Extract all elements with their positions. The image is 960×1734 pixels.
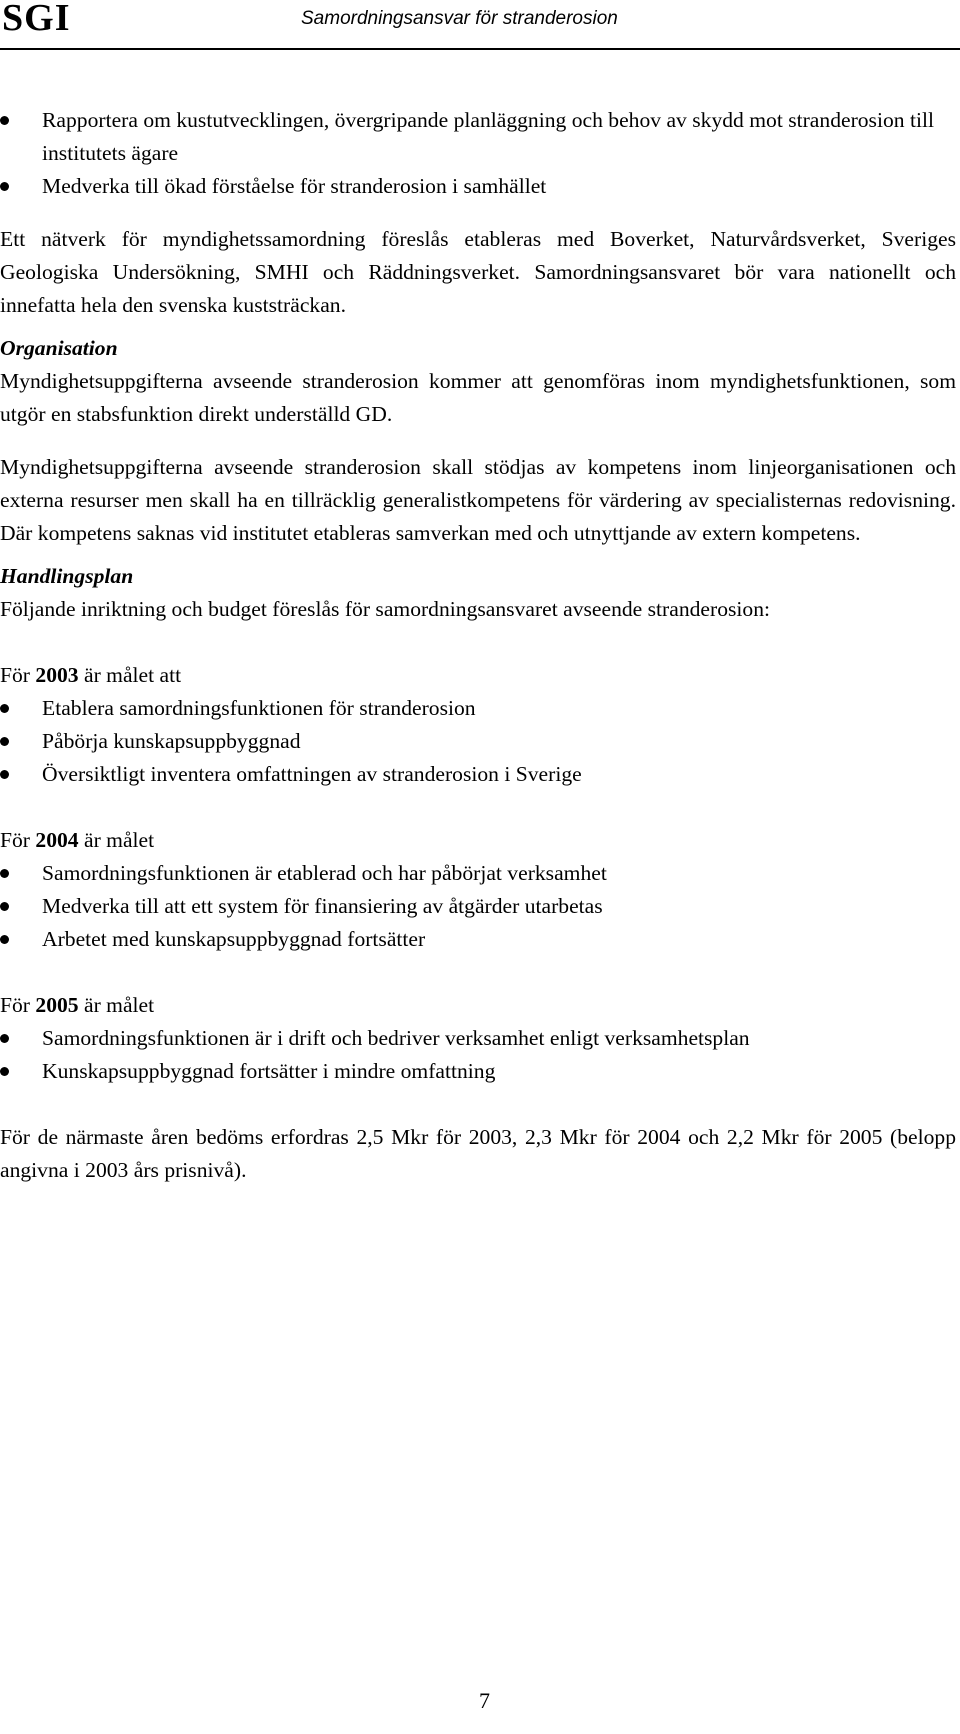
organisation-paragraph-1: Myndighetsuppgifterna avseende stranderosion kommer att genomföras inom myndighetsfunktionen, som utgör en stabsfunktion direkt underställd GD. xyxy=(0,369,956,426)
year-2004-list xyxy=(0,857,956,956)
list-item: Samordningsfunktionen är i drift och bedriver verksamhet enligt verksamhetsplan xyxy=(0,1022,956,1055)
list-item: Samordningsfunktionen är etablerad och har påbörjat verksamhet xyxy=(0,857,956,890)
document-body xyxy=(0,104,956,1187)
list-item: Arbetet med kunskapsuppbyggnad fortsätter xyxy=(0,923,956,956)
bullet-icon xyxy=(0,182,9,191)
year-2004-heading: För 2004 är målet xyxy=(0,828,155,852)
bullet-icon xyxy=(0,770,9,779)
network-paragraph: Ett nätverk för myndighetssamordning föreslås etableras med Boverket, Naturvårdsverket, Sveriges Geologiska Undersökning, SMHI och Räddningsverket. Samordningsansvaret bör vara nationellt och innefatta hela den svenska kuststräckan. xyxy=(0,227,956,317)
list-item: Påbörja kunskapsuppbyggnad xyxy=(0,725,956,758)
bullet-icon xyxy=(0,1067,9,1076)
bullet-icon xyxy=(0,704,9,713)
bullet-icon xyxy=(0,902,9,911)
list-item: Översiktligt inventera omfattningen av stranderosion i Sverige xyxy=(0,758,956,791)
organisation-paragraph-2: Myndighetsuppgifterna avseende stranderosion skall stödjas av kompetens inom linjeorganisationen och externa resurser men skall ha en tillräcklig generalistkompetens för värdering av specialisternas redovisning. Där kompetens saknas vid institutet etableras samverkan med och utnyttjande av extern kompetens. xyxy=(0,455,956,545)
bullet-icon xyxy=(0,1034,9,1043)
page-number: 7 xyxy=(479,1688,490,1713)
year-2003-heading: För 2003 är målet att xyxy=(0,663,182,687)
handlingsplan-heading: Handlingsplan xyxy=(0,564,134,588)
bullet-icon xyxy=(0,116,9,125)
header-rule xyxy=(0,48,960,50)
list-item: Rapportera om kustutvecklingen, övergripande planläggning och behov av skydd mot stranderosion till institutets ägare xyxy=(0,104,956,170)
year-2003-list xyxy=(0,692,956,791)
year-2005-heading: För 2005 är målet xyxy=(0,993,155,1017)
running-header-title: Samordningsansvar för stranderosion xyxy=(301,8,618,29)
bullet-icon xyxy=(0,737,9,746)
bullet-icon xyxy=(0,869,9,878)
budget-paragraph: För de närmaste åren bedöms erfordras 2,5 Mkr för 2003, 2,3 Mkr för 2004 och 2,2 Mkr för 2005 (belopp angivna i 2003 års prisnivå). xyxy=(0,1125,956,1182)
intro-bullet-list xyxy=(0,104,956,203)
year-2005-list xyxy=(0,1022,956,1088)
list-item: Kunskapsuppbyggnad fortsätter i mindre omfattning xyxy=(0,1055,956,1088)
handlingsplan-intro: Följande inriktning och budget föreslås för samordningsansvaret avseende stranderosion: xyxy=(0,597,770,621)
organisation-heading: Organisation xyxy=(0,336,118,360)
list-item: Medverka till ökad förståelse för stranderosion i samhället xyxy=(0,170,956,203)
sgi-logo: SGI xyxy=(2,0,71,39)
list-item: Etablera samordningsfunktionen för stranderosion xyxy=(0,692,956,725)
bullet-icon xyxy=(0,935,9,944)
list-item: Medverka till att ett system för finansiering av åtgärder utarbetas xyxy=(0,890,956,923)
